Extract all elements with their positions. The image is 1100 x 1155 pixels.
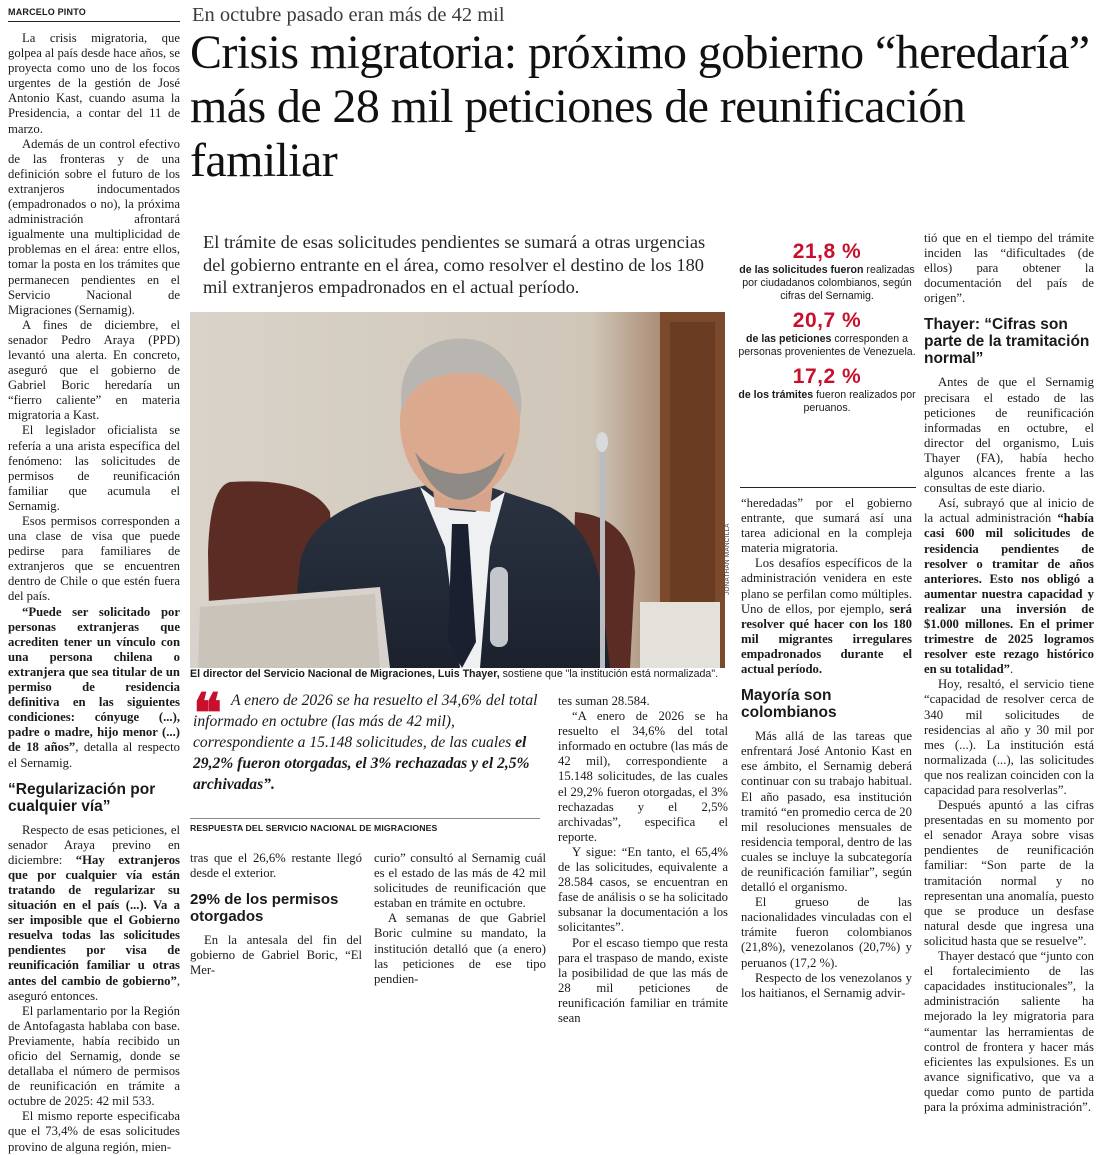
paragraph: Además de un control efectivo de las fronteras y de una definición sobre el futuro de los extranjeros indocumentados (empadronados o no), la próxima administración afrontará igualmente una multiplicidad de problemas en el área: entre ellos, tomar la posta en los trámites que permanecen pendientes en el Servicio Nacional de Migraciones (Sernamig). — [8, 136, 180, 317]
photo-credit: JONATHAN MANCILLA — [724, 523, 731, 595]
stat-value: 17,2 % — [792, 365, 862, 388]
text: . — [1010, 662, 1014, 677]
subheading: 29% de los permisos otorgados — [190, 891, 339, 926]
headline: Crisis migratoria: próximo gobierno “heredaría” más de 28 mil peticiones de reunificación familiar — [190, 26, 1090, 187]
paragraph: curio” consultó al Sernamig cuál es el estado de las más de 42 mil solicitudes de reunificación que estaban en trámite en octubre. — [374, 851, 546, 911]
paragraph: El mismo reporte especificaba que el 73,4% de esas solicitudes provino de alguna región, mien- — [8, 1109, 180, 1154]
subheading: Thayer: “Cifras son parte de la tramitación normal” — [924, 316, 1090, 368]
pull-quote-text — [193, 684, 543, 795]
quote-mark-icon: ❝ — [193, 684, 223, 744]
paragraph: El legislador oficialista se refería a una arista específica del fenómeno: las solicitudes de permisos de reunificación familiar que acumula el Sernamig. — [8, 423, 180, 513]
paragraph — [741, 556, 912, 677]
paragraph: Thayer destacó que “junto con el fortalecimiento de las capacidades institucionales”, la administración saliente ha mejorado la ley migratoria para “aumentar las herramientas de control de frontera y hacer más eficientes las expulsiones. Es un avance significativo, que va a quedar como punto de partida para la próxima administración”. — [924, 949, 1094, 1114]
byline: MARCELO PINTO — [8, 7, 86, 17]
stat-rest: corresponden a personas provenientes de Venezuela. — [738, 333, 916, 358]
paragraph: Hoy, resaltó, el servicio tiene “capacidad de resolver cerca de 340 mil solicitudes de residencias al año y 30 mil por mes (...). La institución está normalizada (...), las solicitudes que nos realizan coinciden con la capacidad para resolverlas”. — [924, 677, 1094, 797]
paragraph: Más allá de las tareas que enfrentará José Antonio Kast en ese ámbito, el Sernamig deberá continuar con su trabajo habitual. El año pasado, esa institución tramitó “en promedio cerca de 20 mil resoluciones mensuales de residencia temporal, dentro de las cuales se incluye la subcategoría de reunificación familiar”, según detalló el organismo. — [741, 729, 912, 895]
stat-bold: de las solicitudes fueron — [739, 264, 864, 276]
byline-rule — [8, 21, 180, 22]
photo — [190, 312, 725, 668]
article-column-5 — [741, 496, 912, 1001]
stat-rest: fueron realizados por peruanos. — [803, 389, 916, 414]
paragraph: Antes de que el Sernamig precisara el estado de las peticiones de reunificación informadas en octubre, el director del organismo, Luis Thayer (FA), había hecho algunos alcances frente a las consultas de este diario. — [924, 375, 1094, 496]
portrait-illustration — [190, 312, 725, 668]
paragraph: tras que el 26,6% restante llegó desde el exterior. — [190, 851, 362, 881]
paragraph: El grueso de las nacionalidades vinculadas con el trámite fueron colombianos (21,8%), venezolanos (20,7%) y peruanos (17,2 %). — [741, 895, 912, 970]
subheading: “Regularización por cualquier vía” — [8, 780, 156, 815]
article-column-6 — [924, 231, 1094, 1115]
caption-rest: sostiene que "la institución está normalizada". — [499, 668, 719, 680]
paragraph: “A enero de 2026 se ha resuelto el 34,6% del total informado en octubre (las más de 42 mil), correspondiente a 15.148 solicitudes, de las cuales el 29,2% fueron otorgadas, el 3% rechazadas y el 2,5% archivadas”, especifica el reporte. — [558, 709, 728, 844]
paragraph: En la antesala del fin del gobierno de Gabriel Boric, “El Mer- — [190, 933, 362, 978]
pull-quote-bold: el 29,2% fueron otorgadas, el 3% rechazadas y el 2,5% archivadas”. — [193, 734, 530, 793]
paragraph: tes suman 28.584. — [558, 694, 650, 708]
text: Respecto de esas peticiones, el senador Araya previno en diciembre: — [8, 822, 180, 867]
stat-value: 21,8 % — [792, 240, 862, 263]
text: Así, subrayó que al inicio de la actual administración — [924, 496, 1094, 526]
quote-bold: “había casi 600 mil solicitudes de residencia pendientes de resolver o tramitar de años anteriores. Esto nos obligó a aumentar nuestra capacidad y realizar una inversión de $1.000 millones. En el primer trimestre de 2025 logramos resolver este rezago histórico en su totalidad” — [924, 511, 1094, 677]
text: , aseguró entonces. — [8, 973, 180, 1003]
article-column-1 — [8, 31, 180, 1155]
kicker: En octubre pasado eran más de 42 mil — [192, 4, 505, 26]
stat-text — [738, 333, 916, 359]
paragraph: Esos permisos corresponden a una clase de visa que puede pedirse para familiares de extranjeros que se encuentren dentro de Chile o que estén fuera del país. — [8, 514, 180, 604]
paragraph: Por el escaso tiempo que resta para el traspaso de mando, existe la posibilidad de que las más de 28 mil peticiones de reunificación familiar en trámite sean — [558, 935, 728, 1025]
paragraph: tió que en el tiempo del trámite inciden las “dificultades (de ellos) para obtener la documentación del país de origen”. — [924, 231, 1094, 306]
article-column-3 — [374, 851, 546, 987]
pull-quote — [193, 684, 543, 795]
stat-value: 20,7 % — [792, 309, 862, 332]
stat-rest: realizadas por ciudadanos colombianos, según cifras del Sernamig. — [742, 264, 915, 302]
photo-caption — [190, 668, 730, 681]
paragraph: La crisis migratoria, que golpea al país desde hace años, se proyecta como uno de los focos urgentes de la gestión de José Antonio Kast, cuando asuma la Presidencia, a contar del 11 de marzo. — [8, 31, 180, 136]
paragraph: A semanas de que Gabriel Boric culmine su mandato, la institución detalló que (a enero) las peticiones de ese tipo pendien- — [374, 911, 546, 986]
stat-bold: de las peticiones — [746, 333, 832, 345]
pull-quote-regular: A enero de 2026 se ha resuelto el 34,6% del total informado en octubre (las más de 42 mil), correspondiente a 15.148 solicitudes, de las cuales — [193, 692, 538, 751]
lede: El trámite de esas solicitudes pendientes se sumará a otras urgencias del gobierno entrante en el área, como resolver el destino de los 180 mil extranjeros empadronados en el actual período. — [203, 232, 706, 297]
paragraph: A fines de diciembre, el senador Pedro Araya (PPD) levantó una alerta. En concreto, aseguró que el gobierno de Gabriel Boric heredaría un “fierro caliente” en materia migratoria a Kast. — [8, 317, 180, 423]
text: Los desafíos específicos de la administración venidera en este plano se perfilan como múltiples. Uno de ellos, por ejemplo, — [741, 556, 912, 616]
paragraph — [8, 823, 180, 1004]
stat-bold: de los trámites — [738, 389, 814, 401]
stat-text — [738, 264, 916, 303]
stat-text — [738, 389, 916, 415]
article-column-2 — [190, 851, 362, 978]
paragraph: El parlamentario por la Región de Antofagasta hablaba con base. Previamente, había recibido un oficio del Sernamig, donde se detallaba el número de permisos de reunificación en trámite a octubre de 2025: 42 mil 533. — [8, 1003, 180, 1109]
quote-bold: “Puede ser solicitado por personas extranjeras que acrediten tener un vínculo con una persona chilena o extranjera que sea titular de un permiso de residencia definitiva en las siguientes condiciones: cónyuge (...), padre o madre, hijo menor (...) de 18 años” — [8, 604, 180, 755]
paragraph: Y sigue: “En tanto, el 65,4% de las solicitudes, equivalente a 28.584 casos, se encuentran en fase de análisis o se ha solicitado subsanar la documentación a los solicitantes”. — [558, 844, 728, 935]
paragraph — [8, 605, 180, 771]
article-column-4 — [558, 694, 728, 1026]
stats-rule — [740, 487, 916, 488]
paragraph: Después apuntó a las cifras presentadas en su momento por el senador Araya sobre visas pendientes de reunificación familiar: “Son parte de la tramitación normal y no representan una anomalía, puesto que se produce un desfase natural desde que ingresa una solicitud hasta que se resuelve”. — [924, 798, 1094, 948]
paragraph: “heredadas” por el gobierno entrante, que sumará así una tarea adicional en la compleja materia migratoria. — [741, 496, 912, 556]
caption-bold: El director del Servicio Nacional de Migraciones, Luis Thayer, — [190, 668, 500, 680]
paragraph — [924, 496, 1094, 677]
quote-attribution: , detalla al respecto el Sernamig. — [8, 740, 180, 770]
pull-quote-source: RESPUESTA DEL SERVICIO NACIONAL DE MIGRACIONES — [190, 818, 540, 833]
subheading: Mayoría son colombianos — [741, 687, 837, 722]
paragraph: Respecto de los venezolanos y los haitianos, el Sernamig advir- — [741, 970, 912, 1000]
text-bold: será resolver qué hacer con los 180 mil migrantes irregulares empadronados durante el actual período. — [741, 601, 912, 677]
quote-bold: “Hay extranjeros que por cualquier vía están tratando de regularizar su situación en el país (...). Va a ser imposible que el Gobierno resuelva todas las solicitudes pendientes por visa de reunificación familiar u otras antes del cambio de gobierno” — [8, 852, 180, 988]
stats-box — [738, 240, 916, 415]
